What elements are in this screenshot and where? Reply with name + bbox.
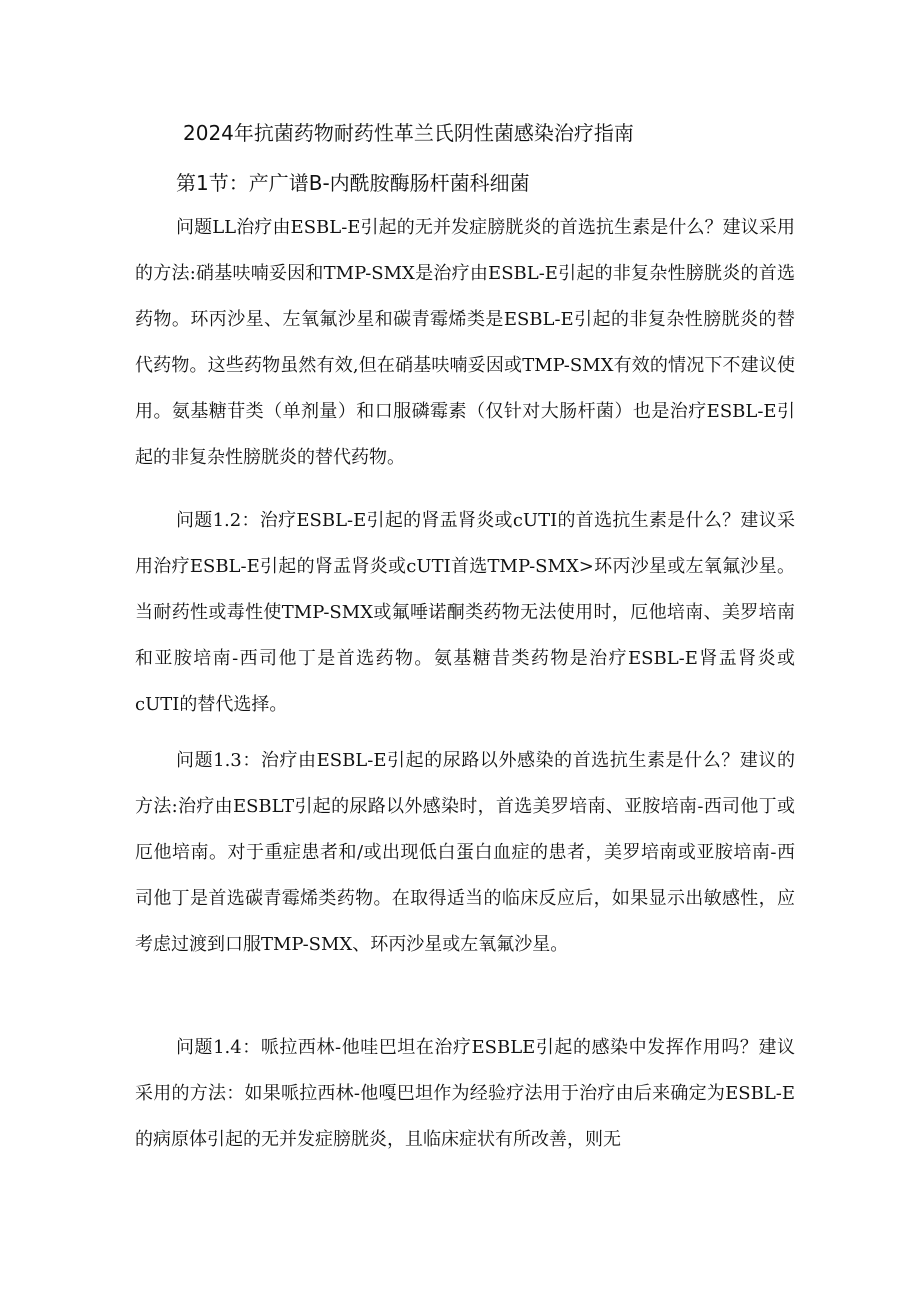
document-title: 2024年抗菌药物耐药性革兰氏阴性菌感染治疗指南 — [183, 121, 634, 145]
section-heading: 第1节：产广谱B-内酰胺酶肠杆菌科细菌 — [176, 171, 530, 195]
paragraph-question-1-2: 问题1.2：治疗ESBL-E引起的肾盂肾炎或cUTI的首选抗生素是什么？建议采用治疗ESBL-E引起的肾盂肾炎或cUTI首选TMP-SMX>环丙沙星或左氧氟沙星。当耐药性或毒性使TMP-SMX或氟唾诺酮类药物无法使用时，厄他培南、美罗培南和亚胺培南-西司他丁是首选药物。氨基糖昔类药物是治疗ESBL-E肾盂肾炎或cUTI的替代选择。 — [135, 510, 795, 715]
paragraph-question-1-4: 问题1.4：哌拉西林-他哇巴坦在治疗ESBLE引起的感染中发挥作用吗？建议采用的方法：如果哌拉西林-他嘎巴坦作为经验疗法用于治疗由后来确定为ESBL-E的病原体引起的无并发症膀胱炎，且临床症状有所改善，则无 — [135, 1037, 795, 1150]
paragraph-question-1-1: 问题LL治疗由ESBL-E引起的无并发症膀胱炎的首选抗生素是什么？建议采用的方法:硝基呋喃妥因和TMP-SMX是治疗由ESBL-E引起的非复杂性膀胱炎的首选药物。环丙沙星、左氧氟沙星和碳青霉烯类是ESBL-E引起的非复杂性膀胱炎的替代药物。这些药物虽然有效,但在硝基呋喃妥因或TMP-SMX有效的情况下不建议使用。氨基糖苷类（单剂量）和口服磷霉素（仅针对大肠杆菌）也是治疗ESBL-E引起的非复杂性膀胱炎的替代药物。 — [135, 217, 795, 468]
paragraph-question-1-3: 问题1.3：治疗由ESBL-E引起的尿路以外感染的首选抗生素是什么？建议的方法:治疗由ESBLT引起的尿路以外感染时，首选美罗培南、亚胺培南-西司他丁或厄他培南。对于重症患者和/或出现低白蛋白血症的患者，美罗培南或亚胺培南-西司他丁是首选碳青霉烯类药物。在取得适当的临床反应后，如果显示出敏感性，应考虑过渡到口服TMP-SMX、环丙沙星或左氧氟沙星。 — [135, 750, 795, 955]
